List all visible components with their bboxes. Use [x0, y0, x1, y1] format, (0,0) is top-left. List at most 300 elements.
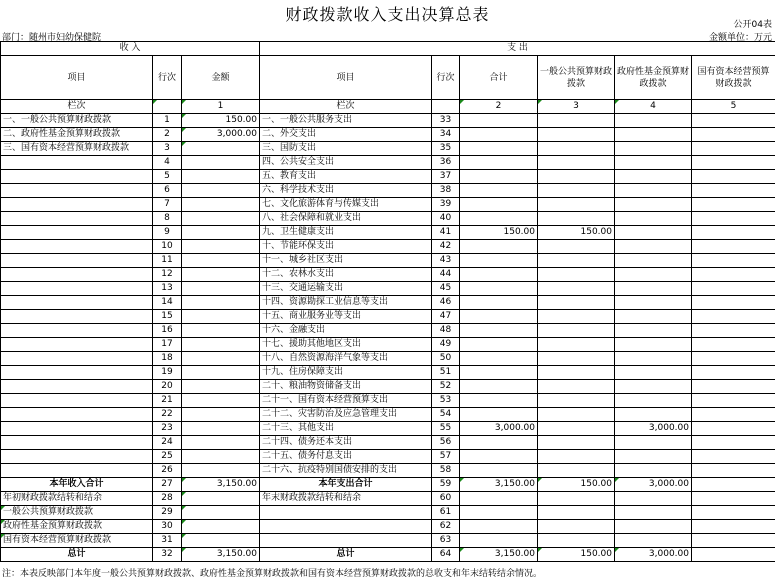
- table-row: [1, 198, 775, 212]
- expense-gov-fund: [615, 184, 692, 198]
- expense-gov-fund: [615, 282, 692, 296]
- carryover-expense-item: [260, 520, 432, 534]
- table-row: [1, 352, 775, 366]
- income-row-no: 12: [153, 268, 182, 282]
- expense-general: [538, 310, 615, 324]
- carryover-state-capital: [692, 492, 775, 506]
- income-amount: [182, 254, 260, 268]
- table-row: [1, 282, 775, 296]
- section-header-row: [1, 42, 775, 56]
- expense-state-capital: [692, 268, 775, 282]
- expense-general: [538, 436, 615, 450]
- expense-state-capital: [692, 352, 775, 366]
- expense-gov-fund: [615, 156, 692, 170]
- table-row: [1, 184, 775, 198]
- income-item: 一、一般公共预算财政拨款: [1, 114, 153, 128]
- expense-gov-fund: [615, 240, 692, 254]
- expense-gov-fund: [615, 226, 692, 240]
- income-row-no: 10: [153, 240, 182, 254]
- table-row: [1, 422, 775, 436]
- expense-item: 十九、住房保障支出: [260, 366, 432, 380]
- income-amount: [182, 366, 260, 380]
- expense-item: 二、外交支出: [260, 128, 432, 142]
- carryover-income-item: 年初财政拨款结转和结余: [1, 492, 153, 506]
- income-item: [1, 156, 153, 170]
- total-header: 合计: [460, 56, 538, 100]
- expense-state-capital: [692, 464, 775, 478]
- carryover-state-capital: [692, 506, 775, 520]
- expense-row-no: 33: [432, 114, 460, 128]
- expense-state-capital: [692, 450, 775, 464]
- carryover-state-capital: [692, 520, 775, 534]
- expense-gov-fund: [615, 408, 692, 422]
- table-row: [1, 296, 775, 310]
- expense-gov-fund: [615, 212, 692, 226]
- table-row: [1, 366, 775, 380]
- expense-state-capital: [692, 184, 775, 198]
- expense-general: [538, 184, 615, 198]
- grand-total-row-gov-fund: 3,000.00: [615, 548, 692, 562]
- expense-total: [460, 282, 538, 296]
- expense-gov-fund: [615, 450, 692, 464]
- carryover-row: [1, 492, 775, 506]
- income-item: [1, 310, 153, 324]
- grand-total-row-state-capital: [692, 548, 775, 562]
- expense-general: [538, 212, 615, 226]
- expense-gov-fund: [615, 366, 692, 380]
- expense-item: 二十四、债务还本支出: [260, 436, 432, 450]
- year-total-row-income-amount: 3,150.00: [182, 478, 260, 492]
- income-amount: [182, 282, 260, 296]
- income-item: [1, 212, 153, 226]
- income-item: 二、政府性基金预算财政拨款: [1, 128, 153, 142]
- expense-item: 十五、商业服务业等支出: [260, 310, 432, 324]
- expense-total: [460, 156, 538, 170]
- income-row-no: 2: [153, 128, 182, 142]
- income-row-no: 8: [153, 212, 182, 226]
- table-row: [1, 408, 775, 422]
- table-row: [1, 394, 775, 408]
- expense-state-capital: [692, 338, 775, 352]
- carryover-state-capital: [692, 534, 775, 548]
- expense-item: 二十一、国有资本经营预算支出: [260, 394, 432, 408]
- table-row: [1, 114, 775, 128]
- table-row: [1, 240, 775, 254]
- income-amount: [182, 324, 260, 338]
- income-item: [1, 464, 153, 478]
- income-amount: 3,000.00: [182, 128, 260, 142]
- carryover-total: [460, 520, 538, 534]
- income-item-header: 项目: [1, 56, 153, 100]
- general-budget-header: 一般公共预算财政拨款: [538, 56, 615, 100]
- expense-general: 150.00: [538, 226, 615, 240]
- carryover-income-item: 国有资本经营预算财政拨款: [1, 534, 153, 548]
- expense-section-header: 支 出: [260, 42, 775, 56]
- grand-total-row-income-label: 总计: [1, 548, 153, 562]
- income-amount: [182, 156, 260, 170]
- expense-total: [460, 170, 538, 184]
- income-row-no: 9: [153, 226, 182, 240]
- income-item: [1, 352, 153, 366]
- carryover-gov-fund: [615, 520, 692, 534]
- income-row-no: 25: [153, 450, 182, 464]
- expense-item: 十七、援助其他地区支出: [260, 338, 432, 352]
- income-row-no: 1: [153, 114, 182, 128]
- expense-row-no: 46: [432, 296, 460, 310]
- grand-total-row-income-no: 32: [153, 548, 182, 562]
- year-total-row-general: 150.00: [538, 478, 615, 492]
- year-total-row-expense-label: 本年支出合计: [260, 478, 432, 492]
- income-amount: [182, 310, 260, 324]
- col-index-1: 1: [182, 100, 260, 114]
- carryover-income-amount: [182, 492, 260, 506]
- table-row: [1, 268, 775, 282]
- expense-gov-fund: [615, 380, 692, 394]
- carryover-expense-no: 60: [432, 492, 460, 506]
- carryover-income-amount: [182, 506, 260, 520]
- income-amount: [182, 296, 260, 310]
- carryover-general: [538, 520, 615, 534]
- expense-total: [460, 380, 538, 394]
- expense-state-capital: [692, 254, 775, 268]
- carryover-row: [1, 534, 775, 548]
- expense-general: [538, 366, 615, 380]
- carryover-income-no: 29: [153, 506, 182, 520]
- income-row-no: 26: [153, 464, 182, 478]
- income-row-no: 15: [153, 310, 182, 324]
- grand-total-row: [1, 548, 775, 562]
- expense-gov-fund: [615, 142, 692, 156]
- income-item: [1, 380, 153, 394]
- expense-general: [538, 380, 615, 394]
- expense-row-no: 35: [432, 142, 460, 156]
- summary-table: [0, 41, 775, 562]
- carryover-row: [1, 506, 775, 520]
- expense-item: 十一、城乡社区支出: [260, 254, 432, 268]
- year-total-row-gov-fund: 3,000.00: [615, 478, 692, 492]
- income-item: 三、国有资本经营预算财政拨款: [1, 142, 153, 156]
- table-row: [1, 212, 775, 226]
- income-row-no: 19: [153, 366, 182, 380]
- expense-general: [538, 198, 615, 212]
- expense-item: 五、教育支出: [260, 170, 432, 184]
- expense-state-capital: [692, 380, 775, 394]
- table-row: [1, 464, 775, 478]
- expense-item: 十四、资源勘探工业信息等支出: [260, 296, 432, 310]
- income-amount-header: 金额: [182, 56, 260, 100]
- carryover-expense-no: 61: [432, 506, 460, 520]
- carryover-expense-item: 年末财政拨款结转和结余: [260, 492, 432, 506]
- income-amount: [182, 226, 260, 240]
- col-index-4: 4: [615, 100, 692, 114]
- carryover-expense-item: [260, 534, 432, 548]
- income-row-no: 21: [153, 394, 182, 408]
- expense-total: [460, 198, 538, 212]
- expense-gov-fund: [615, 394, 692, 408]
- carryover-income-no: 30: [153, 520, 182, 534]
- expense-item-header: 项目: [260, 56, 432, 100]
- expense-row-no: 56: [432, 436, 460, 450]
- carryover-total: [460, 506, 538, 520]
- footnote: 注：本表反映部门本年度一般公共预算财政拨款、政府性基金预算财政拨款和国有资本经营预算财政拨款的总收支和年末结转结余情况。: [2, 569, 543, 579]
- grand-total-row-expense-label: 总计: [260, 548, 432, 562]
- expense-total: 150.00: [460, 226, 538, 240]
- expense-total: [460, 142, 538, 156]
- expense-general: [538, 114, 615, 128]
- year-total-row: [1, 478, 775, 492]
- income-item: [1, 366, 153, 380]
- carryover-total: [460, 492, 538, 506]
- carryover-gov-fund: [615, 534, 692, 548]
- income-row-no: 16: [153, 324, 182, 338]
- expense-general: [538, 240, 615, 254]
- table-row: [1, 450, 775, 464]
- column-header-row: [1, 56, 775, 100]
- income-amount: [182, 268, 260, 282]
- expense-general: [538, 324, 615, 338]
- expense-total: [460, 324, 538, 338]
- expense-total: [460, 184, 538, 198]
- expense-total: [460, 394, 538, 408]
- carryover-expense-no: 63: [432, 534, 460, 548]
- income-item: [1, 254, 153, 268]
- expense-state-capital: [692, 170, 775, 184]
- income-row-no: 17: [153, 338, 182, 352]
- expense-gov-fund: [615, 128, 692, 142]
- year-total-row-income-label: 本年收入合计: [1, 478, 153, 492]
- expense-general: [538, 170, 615, 184]
- expense-general: [538, 450, 615, 464]
- year-total-row-expense-no: 59: [432, 478, 460, 492]
- expense-general: [538, 338, 615, 352]
- income-item: [1, 450, 153, 464]
- expense-item: 九、卫生健康支出: [260, 226, 432, 240]
- carryover-gov-fund: [615, 506, 692, 520]
- carryover-general: [538, 534, 615, 548]
- expense-total: 3,000.00: [460, 422, 538, 436]
- carryover-expense-item: [260, 506, 432, 520]
- expense-row-no: 58: [432, 464, 460, 478]
- income-row-no: 20: [153, 380, 182, 394]
- gov-fund-header: 政府性基金预算财政拨款: [615, 56, 692, 100]
- carryover-income-item: 一般公共预算财政拨款: [1, 506, 153, 520]
- expense-item: 十、节能环保支出: [260, 240, 432, 254]
- expense-gov-fund: [615, 324, 692, 338]
- expense-row-no: 50: [432, 352, 460, 366]
- expense-row-no: 45: [432, 282, 460, 296]
- expense-gov-fund: [615, 464, 692, 478]
- column-index-row: [1, 100, 775, 114]
- income-row-no-header: 行次: [153, 56, 182, 100]
- expense-row-no: 36: [432, 156, 460, 170]
- income-row-no: 11: [153, 254, 182, 268]
- expense-general: [538, 422, 615, 436]
- table-row: [1, 156, 775, 170]
- expense-state-capital: [692, 226, 775, 240]
- expense-item: 二十、粮油物资储备支出: [260, 380, 432, 394]
- expense-general: [538, 296, 615, 310]
- expense-general: [538, 254, 615, 268]
- expense-gov-fund: [615, 310, 692, 324]
- carryover-income-item: 政府性基金预算财政拨款: [1, 520, 153, 534]
- table-row: [1, 226, 775, 240]
- expense-row-no: 55: [432, 422, 460, 436]
- expense-total: [460, 464, 538, 478]
- grand-total-row-total: 3,150.00: [460, 548, 538, 562]
- state-capital-header: 国有资本经营预算财政拨款: [692, 56, 775, 100]
- col-label: 栏次: [1, 100, 153, 114]
- expense-state-capital: [692, 240, 775, 254]
- expense-row-no: 54: [432, 408, 460, 422]
- expense-item: 六、科学技术支出: [260, 184, 432, 198]
- expense-item: 十三、交通运输支出: [260, 282, 432, 296]
- expense-total: [460, 338, 538, 352]
- expense-item: 三、国防支出: [260, 142, 432, 156]
- expense-row-no: 39: [432, 198, 460, 212]
- expense-total: [460, 408, 538, 422]
- expense-state-capital: [692, 296, 775, 310]
- income-item: [1, 436, 153, 450]
- expense-row-no: 49: [432, 338, 460, 352]
- expense-state-capital: [692, 282, 775, 296]
- income-item: [1, 170, 153, 184]
- income-item: [1, 226, 153, 240]
- income-amount: [182, 464, 260, 478]
- expense-item: 七、文化旅游体育与传媒支出: [260, 198, 432, 212]
- expense-total: [460, 366, 538, 380]
- income-row-no: 14: [153, 296, 182, 310]
- income-row-no: 7: [153, 198, 182, 212]
- expense-gov-fund: [615, 268, 692, 282]
- table-row: [1, 254, 775, 268]
- income-amount: [182, 422, 260, 436]
- income-amount: 150.00: [182, 114, 260, 128]
- col-index-2: 2: [460, 100, 538, 114]
- carryover-income-amount: [182, 520, 260, 534]
- income-row-no: 13: [153, 282, 182, 296]
- grand-total-row-expense-no: 64: [432, 548, 460, 562]
- table-row: [1, 310, 775, 324]
- expense-total: [460, 296, 538, 310]
- income-item: [1, 296, 153, 310]
- expense-item: 八、社会保障和就业支出: [260, 212, 432, 226]
- expense-general: [538, 268, 615, 282]
- expense-row-no: 51: [432, 366, 460, 380]
- expense-gov-fund: [615, 352, 692, 366]
- income-amount: [182, 380, 260, 394]
- income-amount: [182, 142, 260, 156]
- expense-row-no: 52: [432, 380, 460, 394]
- expense-item: 二十二、灾害防治及应急管理支出: [260, 408, 432, 422]
- expense-state-capital: [692, 394, 775, 408]
- income-amount: [182, 240, 260, 254]
- income-amount: [182, 338, 260, 352]
- expense-row-no: 38: [432, 184, 460, 198]
- expense-state-capital: [692, 212, 775, 226]
- income-item: [1, 394, 153, 408]
- expense-total: [460, 240, 538, 254]
- expense-general: [538, 394, 615, 408]
- table-row: [1, 128, 775, 142]
- carryover-general: [538, 506, 615, 520]
- expense-general: [538, 142, 615, 156]
- expense-total: [460, 128, 538, 142]
- expense-row-no: 44: [432, 268, 460, 282]
- income-amount: [182, 170, 260, 184]
- expense-total: [460, 114, 538, 128]
- income-item: [1, 422, 153, 436]
- income-amount: [182, 184, 260, 198]
- carryover-row: [1, 520, 775, 534]
- expense-item: 十八、自然资源海洋气象等支出: [260, 352, 432, 366]
- income-row-no: 23: [153, 422, 182, 436]
- expense-gov-fund: [615, 436, 692, 450]
- expense-total: [460, 436, 538, 450]
- expense-gov-fund: [615, 114, 692, 128]
- income-amount: [182, 352, 260, 366]
- expense-state-capital: [692, 408, 775, 422]
- expense-total: [460, 310, 538, 324]
- expense-item: 一、一般公共服务支出: [260, 114, 432, 128]
- grand-total-row-general: 150.00: [538, 548, 615, 562]
- income-item: [1, 408, 153, 422]
- income-row-no: 5: [153, 170, 182, 184]
- income-item: [1, 184, 153, 198]
- expense-general: [538, 128, 615, 142]
- expense-state-capital: [692, 114, 775, 128]
- expense-total: [460, 450, 538, 464]
- table-row: [1, 338, 775, 352]
- table-row: [1, 436, 775, 450]
- income-row-no: 6: [153, 184, 182, 198]
- expense-state-capital: [692, 310, 775, 324]
- year-total-row-state-capital: [692, 478, 775, 492]
- expense-state-capital: [692, 156, 775, 170]
- carryover-income-no: 28: [153, 492, 182, 506]
- expense-item: 十六、金融支出: [260, 324, 432, 338]
- income-item: [1, 240, 153, 254]
- carryover-general: [538, 492, 615, 506]
- table-row: [1, 380, 775, 394]
- expense-state-capital: [692, 142, 775, 156]
- col-index-3: 3: [538, 100, 615, 114]
- expense-general: [538, 464, 615, 478]
- expense-gov-fund: [615, 296, 692, 310]
- expense-state-capital: [692, 324, 775, 338]
- income-row-no: 4: [153, 156, 182, 170]
- expense-gov-fund: 3,000.00: [615, 422, 692, 436]
- carryover-gov-fund: [615, 492, 692, 506]
- expense-state-capital: [692, 436, 775, 450]
- income-amount: [182, 408, 260, 422]
- expense-row-no: 57: [432, 450, 460, 464]
- expense-total: [460, 352, 538, 366]
- expense-gov-fund: [615, 338, 692, 352]
- expense-general: [538, 408, 615, 422]
- expense-general: [538, 282, 615, 296]
- expense-item: 十二、农林水支出: [260, 268, 432, 282]
- expense-total: [460, 254, 538, 268]
- col-blank: [153, 100, 182, 114]
- expense-gov-fund: [615, 198, 692, 212]
- expense-item: 二十三、其他支出: [260, 422, 432, 436]
- expense-state-capital: [692, 422, 775, 436]
- expense-total: [460, 268, 538, 282]
- expense-item: 四、公共安全支出: [260, 156, 432, 170]
- expense-state-capital: [692, 128, 775, 142]
- income-amount: [182, 212, 260, 226]
- department-label: 部门：随州市妇幼保健院: [2, 33, 102, 43]
